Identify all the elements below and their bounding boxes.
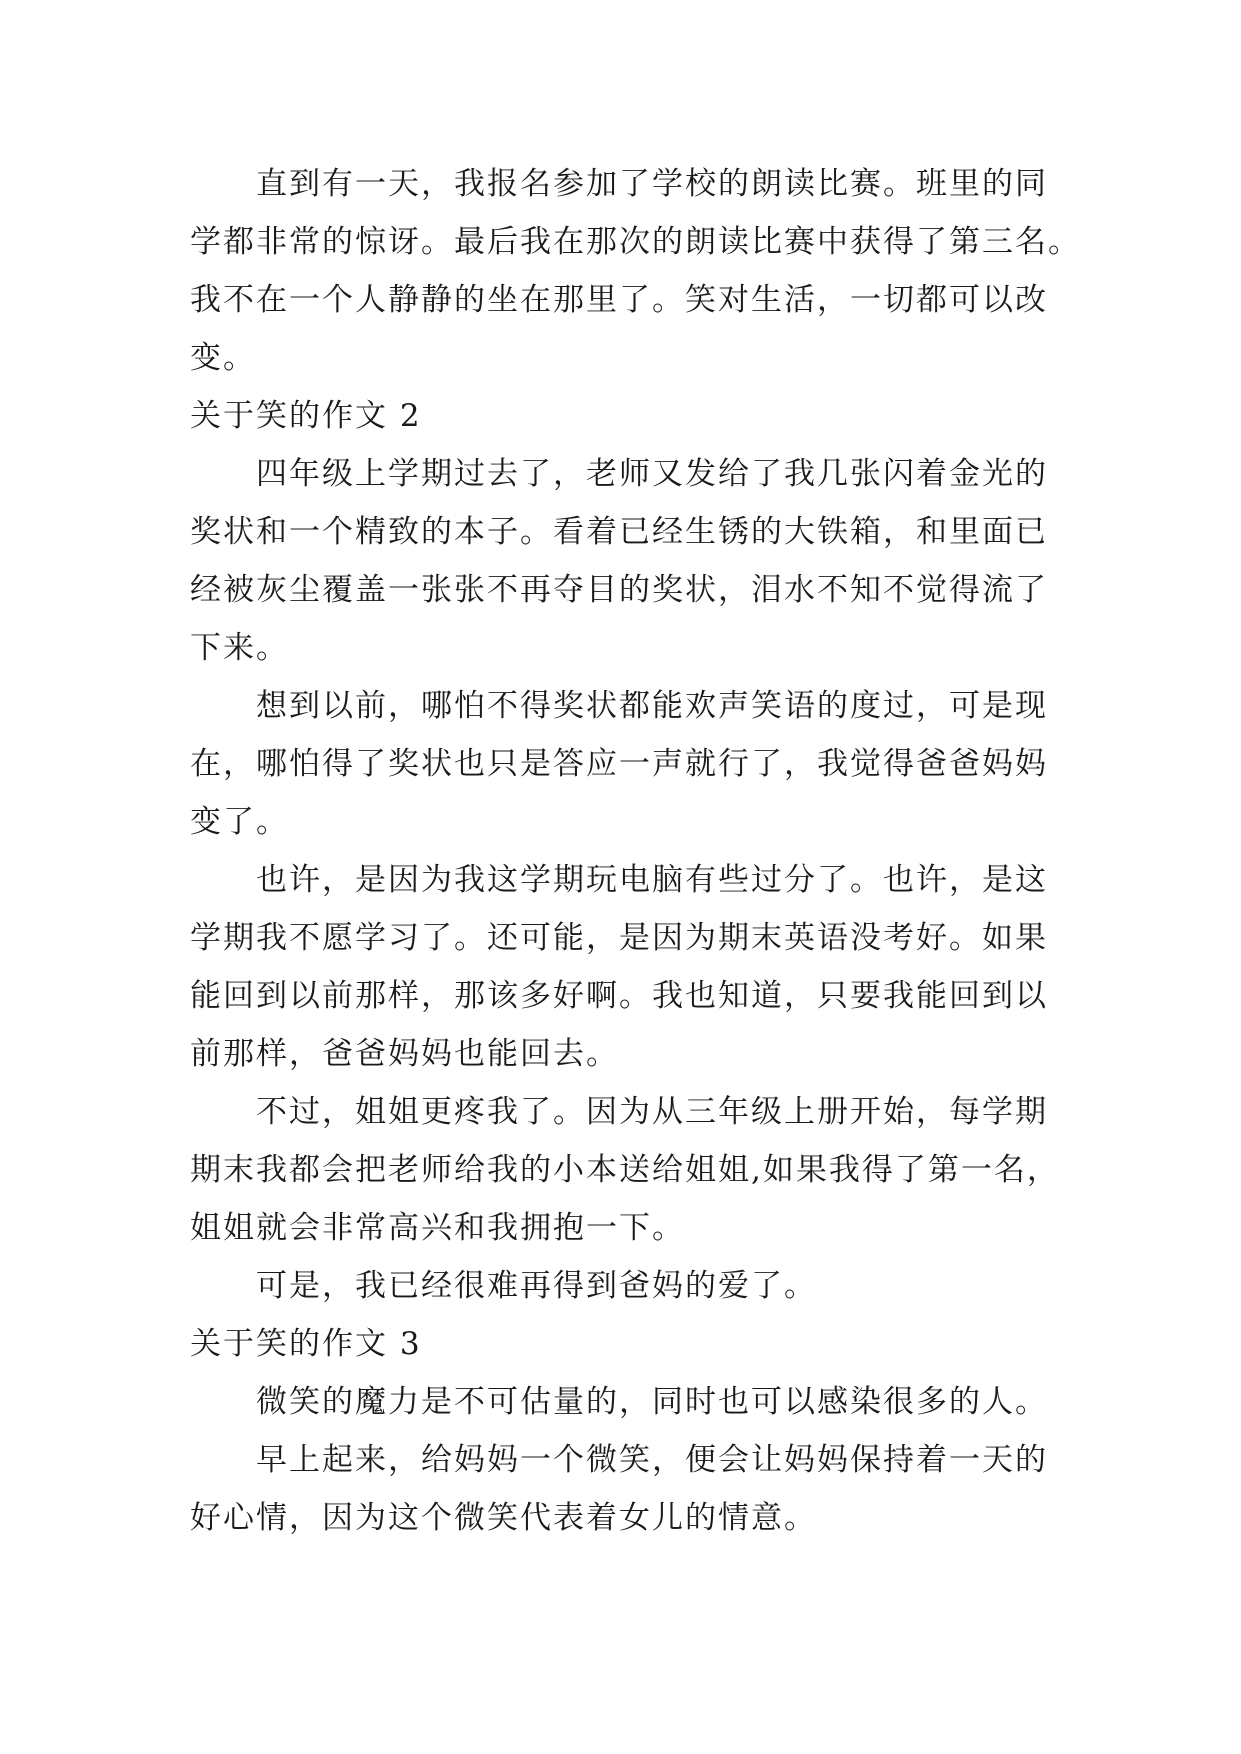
section-heading: 关于笑的作文 2 (190, 398, 422, 434)
paragraph: 不过，姐姐更疼我了。因为从三年级上册开始，每学期 期末我都会把老师给我的小本送给姐姐,如果我得了第一名， 姐姐就会非常高兴和我拥抱一下。 (190, 1094, 1060, 1246)
document-body (190, 155, 1090, 1547)
paragraph: 四年级上学期过去了，老师又发给了我几张闪着金光的 奖状和一个精致的本子。看着已经生锈的大铁箱，和里面已 经被灰尘覆盖一张张不再夺目的奖状，泪水不知不觉得流了 下来。 (190, 456, 1048, 666)
section-heading: 关于笑的作文 3 (190, 1326, 422, 1362)
paragraph: 微笑的魔力是不可估量的，同时也可以感染很多的人。 (256, 1384, 1048, 1420)
paragraph: 想到以前，哪怕不得奖状都能欢声笑语的度过，可是现 在，哪怕得了奖状也只是答应一声就行了，我觉得爸爸妈妈 变了。 (190, 688, 1048, 840)
paragraph: 早上起来，给妈妈一个微笑，便会让妈妈保持着一天的 好心情，因为这个微笑代表着女儿的情意。 (190, 1442, 1048, 1536)
paragraph: 也许，是因为我这学期玩电脑有些过分了。也许，是这 学期我不愿学习了。还可能，是因为期末英语没考好。如果 能回到以前那样，那该多好啊。我也知道，只要我能回到以 前那样，爸爸妈妈也能回去。 (190, 862, 1048, 1072)
paragraph: 可是，我已经很难再得到爸妈的爱了。 (256, 1268, 817, 1304)
paragraph: 直到有一天，我报名参加了学校的朗读比赛。班里的同 学都非常的惊讶。最后我在那次的朗读比赛中获得了第三名。 我不在一个人静静的坐在那里了。笑对生活，一切都可以改 变。 (190, 166, 1081, 376)
